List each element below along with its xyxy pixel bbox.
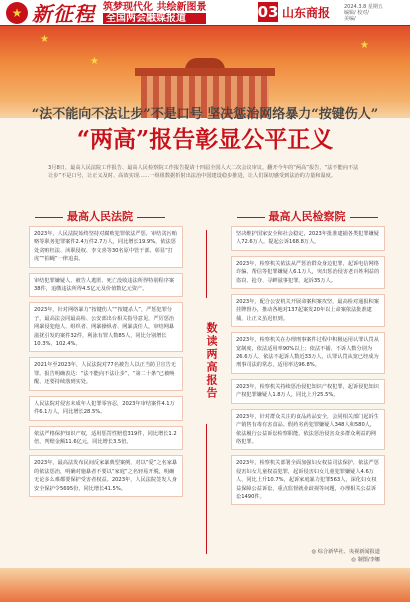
date-line-1: 2024.3.8 星期五 xyxy=(344,4,383,10)
date-line-3: 美编/ xyxy=(344,16,356,22)
date-line-2: 编辑/ 校对/ xyxy=(344,10,369,16)
procuratorate-card: 2023年，检察机关依法从严惩治群众身边犯罪，起诉电信网络诈骗、帮信等犯罪嫌疑人6.1万人，突出惩治侵害老百姓利益的盗窃、抢夺、寻衅滋事犯罪，起诉35万人。 xyxy=(231,256,385,289)
court-card: 2023年，人民法院始终坚持对腐败犯罪依法严惩，审结贪污贿赂等职务犯罪案件2.4万件2.7万人，同比增长19.9%，依法惩处贪赃枉法、渎职侵权、李文喜等30名原中管干部，彰显“打虎”“拍蝇”一律追责。 xyxy=(29,226,183,268)
party-emblem-icon: ★ xyxy=(6,2,28,24)
procuratorate-column xyxy=(231,226,385,510)
slogan-top: 筑梦现代化 共绘新图景 xyxy=(103,1,207,13)
court-column xyxy=(29,226,183,502)
divider-line xyxy=(206,230,207,298)
date-info xyxy=(344,4,383,22)
masthead xyxy=(0,0,410,26)
kicker-headline: “法不能向不法让步”不是口号 坚决惩治网络暴力“按键伤人” xyxy=(31,107,379,122)
court-card: 2021年至2023年，人民法院对77名被告人以正当防卫宣告无罪。报告明确表达：“法不能向不法让步”，“第二十条”已被唤醒，还要持续落到实处。 xyxy=(29,357,183,390)
star-icon: ★ xyxy=(40,34,49,45)
procuratorate-card: 2023年，检察机关部署全面加强妇女权益司法保护，依法严惩侵害妇女儿童权益犯罪，起诉侵害妇女儿童犯罪嫌疑人4.6万人，同比上升10.7%，起诉家庭暴力犯罪563人，深化妇女权益保障公益诉讼，重点监督就业歧视等问题，办理相关公益诉讼1490件。 xyxy=(231,455,385,505)
bottom-decor-band xyxy=(0,568,410,602)
procuratorate-card: 2023年，配合公安机关开展命案积案攻坚，最高检对通报积案挂牌督办，推动各地对137起案发20年以上命案依法批准逮捕，让正义虽迟但到。 xyxy=(231,294,385,327)
star-icon: ★ xyxy=(90,56,99,67)
procuratorate-card: 2023年，检察机关持续惩治侵犯知识产权犯罪，起诉侵犯知识产权犯罪嫌疑人1.8万人，同比上升25.5%。 xyxy=(231,379,385,404)
procuratorate-card: 2023年，针对群众关注的食品药品安全，会同相关部门起诉生产销售有毒有害食品、假药劣药犯罪嫌疑人348人和580人，依法履行公益诉讼检察职能，依法惩治侵害众多群众利益的网络犯罪。 xyxy=(231,409,385,451)
page-number: 03 xyxy=(257,3,279,21)
procuratorate-column-title: 最高人民检察院 xyxy=(232,208,382,224)
slogans xyxy=(103,2,206,24)
main-headline: “两高”报告彰显公平正义 xyxy=(76,126,334,153)
procuratorate-card: 坚决维护国家安全和社会稳定，2023年批准逮捕各类犯罪嫌疑人72.6万人，提起公诉168.8万人。 xyxy=(231,226,385,251)
paper-name: 山东商报 xyxy=(282,6,331,20)
mid-vertical-label: 数读两高报告 xyxy=(205,322,218,400)
court-card: 审结犯罪嫌疑人、被告人逃匿、死亡没收违法所得特别程序案38件，追缴违法所得4.5亿元及价值数亿元资产。 xyxy=(29,273,183,298)
lead-paragraph: 3月8日，最高人民法院工作报告、最高人民检察院工作报告提请十四届全国人大二次会议审议。翻开今年的“两高”报告，“法不能向不法让步”不是口号，让正义及时、高效实现……一组组数据折射出法治中国建设稳步推进，让人们深切感受到法治的力量和温度。 xyxy=(48,165,359,179)
divider-line xyxy=(206,424,207,554)
court-card: 2023年，针对网络暴力“按键伤人”“按键杀人”，严惩犯罪分子，最高法会同最高检、公安部出台相关指导意见，严厉惩治网暴侵犯他人、组织者、网暴操纵者、网暴责任人，审结网暴滋扰引发的案件32件，利泳有罪人数85人，同比分别增长10.3%、102.4%。 xyxy=(29,302,183,352)
brand-title: 新征程 xyxy=(32,2,95,26)
star-icon: ★ xyxy=(360,40,369,51)
court-card: 人民法院对侵害未成年人犯罪零容忍，2023年审结案件4.1万件6.1万人，同比增长28.5%。 xyxy=(29,396,183,421)
procuratorate-card: 2023年，检察机关在办理刑事案件过程中积极运用认罪认罚从宽制度，依法适用率90%以上；依法不捕、不诉人数分别为26.6万人、依法不起诉人数近33万人，认罪认罚从宽已经成为刑事司法的常态，适用率达96.8%。 xyxy=(231,332,385,374)
slogan-bottom: 全国两会融媒报道 xyxy=(103,13,206,24)
court-card: 依法严格保护知识产权，适用惩罚性赔偿319件，同比增长1.2倍，判赔金额11.6亿元，同比增长3.5倍。 xyxy=(29,426,183,451)
court-card: 2023年，最高法发布民间反家暴典型案例，对以“爱”之名家暴的依法惩治，明确对施暴者不要以“家庭”之名轻易开脱，明确无论多么难都要保护受害者权益。2023年，人民法院签发人身安全保护令5695份，同比增长41.5%。 xyxy=(29,455,183,497)
court-column-title: 最高人民法院 xyxy=(25,208,175,224)
credit-line: ◎ 综合新华社、央视新闻报道 ◎ 制图/李娜 xyxy=(311,549,380,563)
